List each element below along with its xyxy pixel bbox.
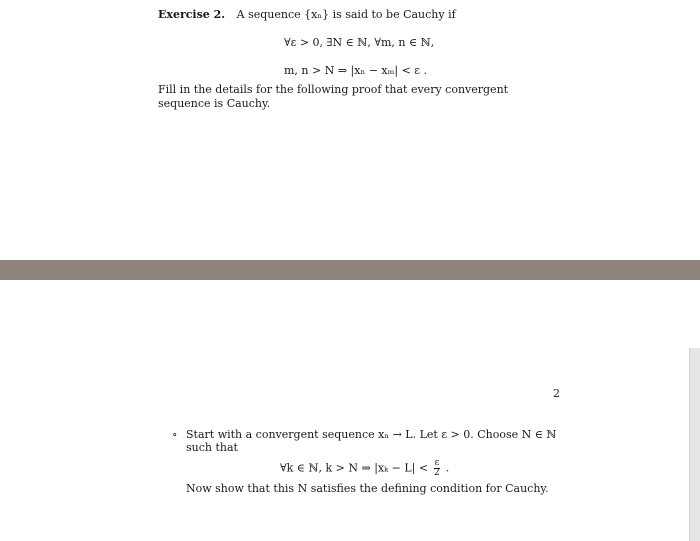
cauchy-definition-line-2: m, n > N ⇒ |xₙ − xₘ| < ε . bbox=[284, 64, 427, 77]
fraction-denominator: 2 bbox=[434, 468, 440, 478]
page-1 bbox=[0, 0, 700, 260]
proof-conclusion: Now show that this N satisfies the defining condition for Cauchy. bbox=[186, 482, 549, 495]
exercise-title: Exercise 2. bbox=[158, 8, 226, 21]
exercise-instruction: Fill in the details for the following proof that every convergent sequence is Cauchy. bbox=[158, 83, 509, 110]
bullet-icon: ∘ bbox=[172, 428, 178, 441]
condition-prefix: ∀k ∈ ℕ, k > N ⇒ |xₖ − L| < bbox=[280, 461, 429, 475]
condition-suffix: . bbox=[445, 461, 450, 475]
proof-step-text: Start with a convergent sequence xₙ → L. Let ε > 0. Choose N ∈ ℕ such that bbox=[186, 428, 557, 454]
epsilon-half-fraction bbox=[434, 459, 441, 478]
proof-step bbox=[172, 428, 564, 454]
exercise-intro: A sequence {xₙ} is said to be Cauchy if bbox=[236, 8, 456, 21]
cauchy-definition-line-1: ∀ε > 0, ∃N ∈ ℕ, ∀m, n ∈ ℕ, bbox=[284, 36, 435, 49]
page-separator bbox=[0, 260, 700, 280]
fraction-numerator: ε bbox=[434, 458, 440, 468]
page-number: 2 bbox=[553, 387, 560, 400]
exercise-header bbox=[158, 8, 456, 21]
page-2 bbox=[0, 280, 700, 541]
vertical-scrollbar[interactable] bbox=[689, 348, 700, 541]
convergence-condition bbox=[280, 459, 449, 478]
